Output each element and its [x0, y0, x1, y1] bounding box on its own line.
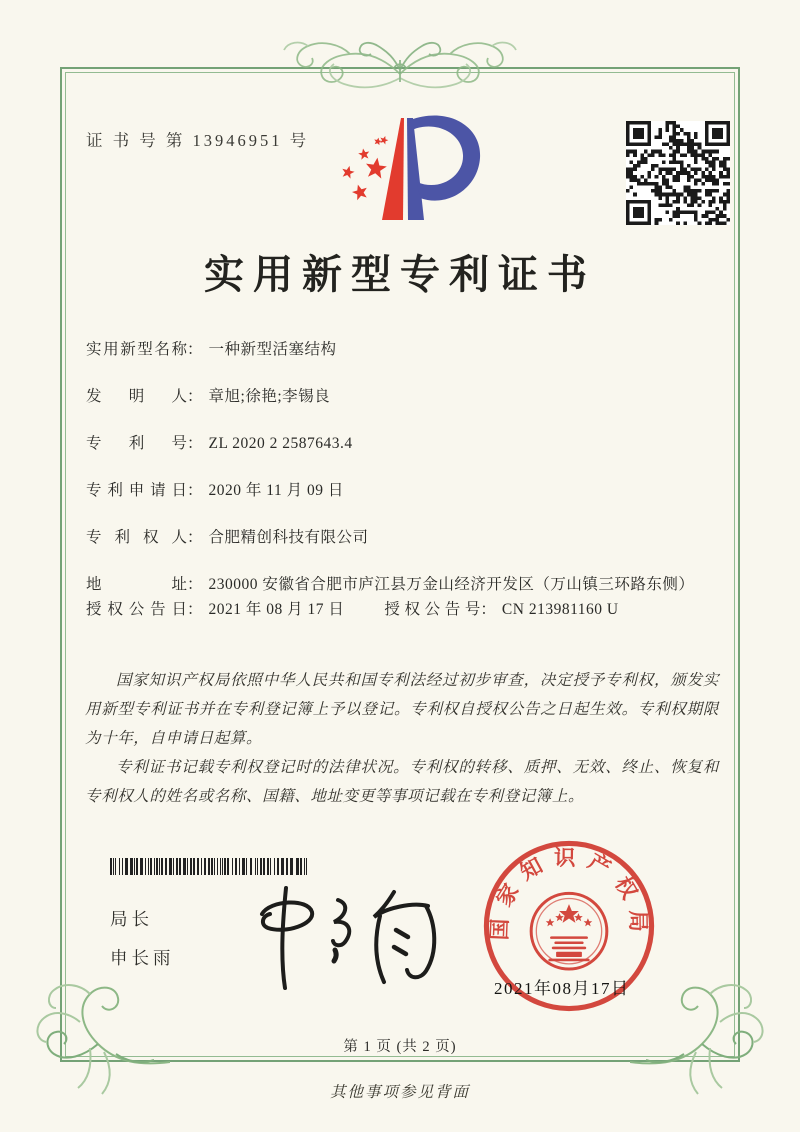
commissioner-signature: [226, 884, 444, 992]
field-row-filing-date: 专利申请日 ： 2020 年 11 月 09 日: [86, 480, 718, 502]
field-label: 授权公告日: [86, 601, 187, 618]
national-emblem-icon: [546, 904, 592, 961]
field-value: ZL 2020 2 2587643.4: [208, 435, 353, 452]
barcode: [110, 858, 312, 875]
field-label: 专利权人: [86, 529, 187, 546]
legal-text: [85, 666, 719, 811]
legal-paragraph-2: 专利证书记载专利权登记时的法律状况。专利权的转移、质押、无效、终止、恢复和专利权人的姓名或名称、国籍、地址变更等事项记载在专利登记簿上。: [85, 759, 719, 805]
qr-code: [626, 121, 730, 225]
officer-name: 申长雨: [110, 948, 175, 968]
field-label: 授权公告号: [384, 601, 481, 618]
field-value: 章旭;徐艳;李锡良: [208, 388, 331, 405]
legal-paragraph-1: 国家知识产权局依照中华人民共和国专利法经过初步审查，决定授予专利权，颁发实用新型专利证书并在专利登记簿上予以登记。专利权自授权公告之日起生效。专利权期限为十年，自申请日起算。: [85, 672, 719, 747]
field-value: 2021 年 08 月 17 日: [208, 601, 345, 618]
page-number: 第 1 页 (共 2 页): [343, 1039, 457, 1055]
field-row-inventors: 发明人 ： 章旭;徐艳;李锡良: [86, 386, 718, 408]
field-label: 专利申请日: [86, 482, 187, 499]
field-row-patent-number: 专利号 ： ZL 2020 2 2587643.4: [86, 433, 718, 455]
field-label: 发明人: [86, 388, 187, 405]
certificate-title: 实用新型专利证书: [204, 252, 596, 297]
field-row-grant: 授权公告日 ： 2021 年 08 月 17 日 授权公告号 ： CN 213981160 U: [86, 599, 718, 621]
field-row-name: 实用新型名称 ： 一种新型活塞结构: [86, 339, 718, 361]
officer-title: 局长: [110, 909, 153, 929]
field-value: 2020 年 11 月 09 日: [208, 482, 344, 499]
field-value: 230000 安徽省合肥市庐江县万金山经济开发区（万山镇三环路东侧）: [208, 576, 695, 593]
certificate-fields: [86, 339, 718, 646]
officer-block: [110, 906, 175, 984]
certificate-number: 证 书 号 第 13946951 号: [86, 131, 310, 150]
field-row-patentee: 专利权人 ： 合肥精创科技有限公司: [86, 527, 718, 549]
seal-date: 2021年08月17日: [494, 979, 630, 998]
field-label: 地址: [86, 576, 187, 593]
patent-office-logo-icon: [330, 110, 490, 236]
field-value: CN 213981160 U: [501, 601, 619, 618]
field-value: 合肥精创科技有限公司: [208, 529, 369, 546]
field-row-address: 地址 ： 230000 安徽省合肥市庐江县万金山经济开发区（万山镇三环路东侧）: [86, 574, 718, 596]
field-label: 专利号: [86, 435, 187, 452]
field-value: 一种新型活塞结构: [208, 341, 337, 358]
back-side-note: 其他事项参见背面: [329, 1084, 470, 1101]
field-label: 实用新型名称: [86, 341, 187, 358]
seal-agency-text: 国家知识产权局: [487, 845, 651, 943]
